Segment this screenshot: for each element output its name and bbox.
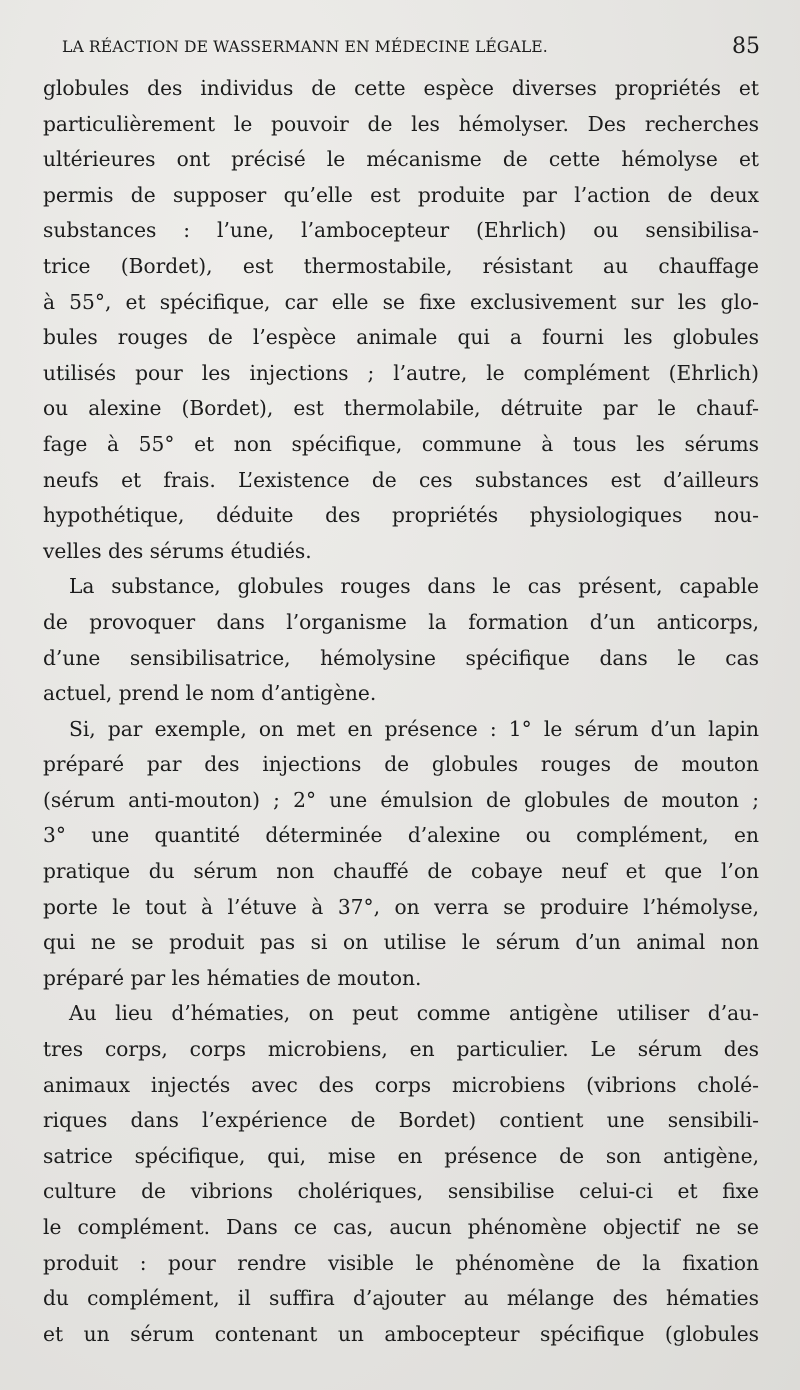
text-line: particulièrement le pouvoir de les hémolyser. Des recherches: [43, 111, 759, 136]
text-line: fage à 55° et non spécifique, commune à tous les sérums: [43, 431, 759, 456]
body-text: [43, 71, 759, 1352]
text-line: trice (Bordet), est thermostabile, résistant au chauffage: [43, 253, 759, 278]
running-head: [62, 34, 760, 64]
text-line: et un sérum contenant un ambocepteur spécifique (globules: [43, 1321, 759, 1346]
text-line: satrice spécifique, qui, mise en présence de son antigène,: [43, 1143, 759, 1168]
text-line: tres corps, corps microbiens, en particulier. Le sérum des: [43, 1037, 759, 1062]
text-line: préparé par les hématies de mouton.: [43, 965, 422, 990]
running-head-title: LA RÉACTION DE WASSERMANN EN MÉDECINE LÉGALE.: [62, 38, 548, 56]
text-line: à 55°, et spécifique, car elle se fixe exclusivement sur les glo-: [43, 289, 759, 314]
text-line: ultérieures ont précisé le mécanisme de cette hémolyse et: [43, 147, 759, 172]
page-number: 85: [732, 34, 760, 59]
text-line: neufs et frais. L’existence de ces substances est d’ailleurs: [43, 467, 759, 492]
text-line: qui ne se produit pas si on utilise le sérum d’un animal non: [43, 930, 759, 955]
text-line: du complément, il suffira d’ajouter au mélange des hématies: [43, 1286, 759, 1311]
text-line: hypothétique, déduite des propriétés physiologiques nou-: [43, 503, 759, 528]
text-line: bules rouges de l’espèce animale qui a fourni les globules: [43, 325, 759, 350]
text-line: porte le tout à l’étuve à 37°, on verra se produire l’hémolyse,: [43, 894, 759, 919]
text-line: d’une sensibilisatrice, hémolysine spécifique dans le cas: [43, 645, 759, 670]
text-line: (sérum anti-mouton) ; 2° une émulsion de globules de mouton ;: [43, 787, 759, 812]
paragraph: [43, 996, 759, 1352]
text-line: le complément. Dans ce cas, aucun phénomène objectif ne se: [43, 1215, 759, 1239]
text-line: Si, par exemple, on met en présence : 1° le sérum d’un lapin: [69, 716, 759, 741]
paragraph: [43, 71, 759, 569]
text-line: La substance, globules rouges dans le cas présent, capable: [69, 574, 759, 599]
text-line: de provoquer dans l’organisme la formation d’un anticorps,: [43, 609, 759, 634]
text-line: produit : pour rendre visible le phénomène de la fixation: [43, 1250, 759, 1275]
paragraph: [43, 569, 759, 711]
text-line: actuel, prend le nom d’antigène.: [43, 681, 377, 706]
text-line: Au lieu d’hématies, on peut comme antigène utiliser d’au-: [69, 1001, 759, 1026]
text-line: animaux injectés avec des corps microbiens (vibrions cholé-: [43, 1072, 759, 1097]
text-line: ou alexine (Bordet), est thermolabile, détruite par le chauf-: [43, 396, 759, 421]
text-line: 3° une quantité déterminée d’alexine ou complément, en: [43, 823, 759, 848]
text-line: culture de vibrions cholériques, sensibilise celui-ci et fixe: [43, 1179, 759, 1204]
text-line: riques dans l’expérience de Bordet) contient une sensibili-: [43, 1108, 759, 1133]
paragraph: [43, 712, 759, 997]
text-line: globules des individus de cette espèce diverses propriétés et: [43, 76, 759, 100]
text-line: pratique du sérum non chauffé de cobaye neuf et que l’on: [43, 859, 759, 884]
text-line: préparé par des injections de globules rouges de mouton: [43, 752, 759, 777]
text-line: substances : l’une, l’ambocepteur (Ehrlich) ou sensibilisa-: [43, 218, 759, 243]
text-line: permis de supposer qu’elle est produite par l’action de deux: [43, 182, 759, 207]
text-line: utilisés pour les injections ; l’autre, le complément (Ehrlich): [43, 360, 759, 385]
text-line: velles des sérums étudiés.: [43, 538, 312, 563]
